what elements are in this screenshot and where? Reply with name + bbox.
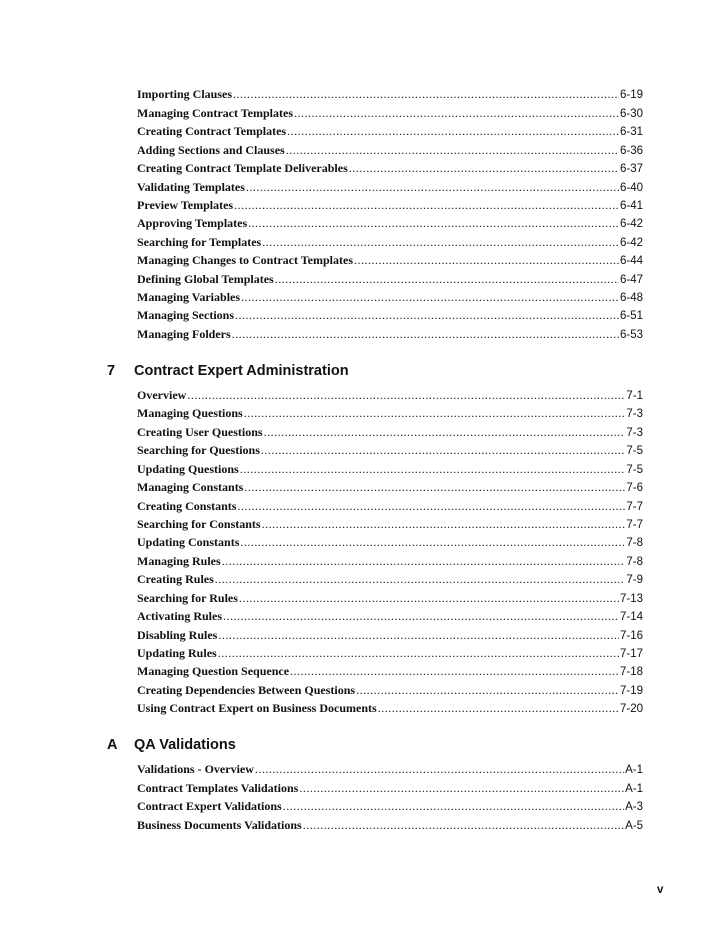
toc-entry[interactable] xyxy=(137,270,643,288)
toc-entry-title: Searching for Templates xyxy=(137,235,262,249)
toc-entry[interactable] xyxy=(137,178,643,196)
chapter-heading[interactable] xyxy=(107,360,647,382)
toc-entry-page: 7-8 xyxy=(626,556,643,568)
toc-entry-title: Managing Constants xyxy=(137,480,244,494)
dot-leader xyxy=(240,533,625,551)
appendix-heading[interactable] xyxy=(107,734,647,756)
toc-entry-page: A-5 xyxy=(625,820,643,832)
toc-entry[interactable] xyxy=(137,288,643,306)
dot-leader xyxy=(234,196,619,214)
toc-entry-page: 6-37 xyxy=(619,163,643,175)
toc-entry-title: Preview Templates xyxy=(137,198,234,212)
toc-entry-page: 7-14 xyxy=(619,611,643,623)
dot-leader xyxy=(240,460,626,478)
toc-entry-title: Searching for Questions xyxy=(137,443,260,457)
toc-entry[interactable] xyxy=(137,306,643,324)
toc-entry[interactable] xyxy=(137,122,643,140)
toc-entry[interactable] xyxy=(137,552,643,570)
toc-entry[interactable] xyxy=(137,681,643,699)
dot-leader xyxy=(248,214,619,232)
toc-entry-page: 7-1 xyxy=(626,390,643,402)
toc-entry[interactable] xyxy=(137,626,643,644)
toc-entry[interactable] xyxy=(137,233,643,251)
dot-leader xyxy=(233,85,619,103)
dot-leader xyxy=(294,104,619,122)
toc-entry[interactable] xyxy=(137,699,643,717)
toc-entry-title: Adding Sections and Clauses xyxy=(137,143,285,157)
toc-entry[interactable] xyxy=(137,497,643,515)
dot-leader xyxy=(239,589,619,607)
toc-entry-page: 7-17 xyxy=(619,648,643,660)
toc-entry-page: A-3 xyxy=(625,801,643,813)
toc-entry-title: Validations - Overview xyxy=(137,762,254,776)
dot-leader xyxy=(283,797,624,815)
dot-leader xyxy=(244,404,626,422)
toc-entry[interactable] xyxy=(137,570,643,588)
toc-entry[interactable] xyxy=(137,460,643,478)
appendix-title: QA Validations xyxy=(134,737,236,753)
toc-entry-title: Contract Expert Validations xyxy=(137,799,282,813)
toc-entry-title: Searching for Constants xyxy=(137,517,261,531)
toc-entry-title: Searching for Rules xyxy=(137,591,238,605)
dot-leader xyxy=(303,816,624,834)
toc-entry[interactable] xyxy=(137,85,643,103)
toc-entry-page: 7-19 xyxy=(619,685,643,697)
toc-entry-page: 6-42 xyxy=(619,218,643,230)
dot-leader xyxy=(222,552,626,570)
toc-entry-title: Managing Changes to Contract Templates xyxy=(137,253,354,267)
toc-entry[interactable] xyxy=(137,607,643,625)
toc-entry[interactable] xyxy=(137,478,643,496)
toc-entry-title: Disabling Rules xyxy=(137,628,218,642)
toc-entry-page: 7-8 xyxy=(626,537,643,549)
toc-entry[interactable] xyxy=(137,214,643,232)
toc-entry-title: Managing Question Sequence xyxy=(137,664,290,678)
toc-entry[interactable] xyxy=(137,196,643,214)
toc-entry-title: Updating Rules xyxy=(137,646,217,660)
toc-entry-page: 6-53 xyxy=(619,329,643,341)
dot-leader xyxy=(215,570,626,588)
toc-entry-page: 6-47 xyxy=(619,274,643,286)
toc-entry-title: Importing Clauses xyxy=(137,87,233,101)
chapter-title: Contract Expert Administration xyxy=(134,363,349,379)
toc-entry-page: 7-7 xyxy=(626,501,643,513)
toc-entry[interactable] xyxy=(137,662,643,680)
toc-entry-title: Creating Contract Template Deliverables xyxy=(137,161,348,175)
toc-entry[interactable] xyxy=(137,760,643,778)
toc-entry-page: 6-31 xyxy=(619,126,643,138)
dot-leader xyxy=(255,760,624,778)
toc-entry-page: 7-20 xyxy=(619,703,643,715)
toc-entry-page: 6-42 xyxy=(619,237,643,249)
toc-entry-title: Approving Templates xyxy=(137,216,248,230)
toc-entry-page: 7-9 xyxy=(626,574,643,586)
dot-leader xyxy=(218,626,619,644)
toc-entry[interactable] xyxy=(137,779,643,797)
toc-entry[interactable] xyxy=(137,104,643,122)
toc-entry-title: Defining Global Templates xyxy=(137,272,274,286)
toc-entry-title: Updating Questions xyxy=(137,462,239,476)
toc-entry-title: Creating Constants xyxy=(137,499,237,513)
toc-entry-title: Creating Dependencies Between Questions xyxy=(137,683,356,697)
toc-entry[interactable] xyxy=(137,797,643,815)
toc-entry-title: Managing Contract Templates xyxy=(137,106,293,120)
toc-entry-page: 6-36 xyxy=(619,145,643,157)
toc-entry-page: A-1 xyxy=(625,783,643,795)
toc-entry-page: 6-41 xyxy=(619,200,643,212)
toc-entry-title: Validating Templates xyxy=(137,180,245,194)
toc-entry-page: 7-13 xyxy=(619,593,643,605)
toc-entry-page: 6-44 xyxy=(619,255,643,267)
toc-entry-page: 7-5 xyxy=(626,445,643,457)
toc-entry-title: Activating Rules xyxy=(137,609,222,623)
toc-entry-page: 6-30 xyxy=(619,108,643,120)
dot-leader xyxy=(232,325,619,343)
toc-entry-title: Managing Folders xyxy=(137,327,231,341)
toc-entry-title: Updating Constants xyxy=(137,535,240,549)
toc-entry-page: 6-40 xyxy=(619,182,643,194)
toc-entry[interactable] xyxy=(137,404,643,422)
toc-entry[interactable] xyxy=(137,325,643,343)
toc-entry[interactable] xyxy=(137,386,643,404)
dot-leader xyxy=(187,386,625,404)
toc-entry-title: Managing Variables xyxy=(137,290,241,304)
toc-entry-title: Managing Questions xyxy=(137,406,243,420)
toc-entry[interactable] xyxy=(137,441,643,459)
dot-leader xyxy=(349,159,619,177)
toc-entry-title: Contract Templates Validations xyxy=(137,781,299,795)
toc-entry-title: Creating Rules xyxy=(137,572,214,586)
toc-entry[interactable] xyxy=(137,816,643,834)
dot-leader xyxy=(218,644,619,662)
toc-entry-page: 7-7 xyxy=(626,519,643,531)
toc-entry-page: 6-48 xyxy=(619,292,643,304)
toc-entry[interactable] xyxy=(137,515,643,533)
dot-leader xyxy=(241,288,619,306)
toc-entry-title: Creating User Questions xyxy=(137,425,263,439)
toc-entry-page: 6-19 xyxy=(619,89,643,101)
toc-entry-page: 6-51 xyxy=(619,310,643,322)
toc-entry-page: 7-18 xyxy=(619,666,643,678)
dot-leader xyxy=(237,497,625,515)
toc-entry[interactable] xyxy=(137,159,643,177)
toc-entry-title: Overview xyxy=(137,388,187,402)
dot-leader xyxy=(262,233,619,251)
toc-entry[interactable] xyxy=(137,644,643,662)
toc-entry-title: Managing Sections xyxy=(137,308,235,322)
toc-entry-page: 7-3 xyxy=(626,427,643,439)
dot-leader xyxy=(354,251,619,269)
toc-entry[interactable] xyxy=(137,533,643,551)
page-number: v xyxy=(657,884,664,896)
dot-leader xyxy=(286,141,619,159)
dot-leader xyxy=(223,607,619,625)
dot-leader xyxy=(246,178,619,196)
toc-entry-title: Creating Contract Templates xyxy=(137,124,287,138)
dot-leader xyxy=(356,681,619,699)
dot-leader xyxy=(275,270,619,288)
dot-leader xyxy=(244,478,625,496)
toc-entry-title: Managing Rules xyxy=(137,554,221,568)
toc-entry-title: Using Contract Expert on Business Documents xyxy=(137,701,377,715)
toc-entry[interactable] xyxy=(137,589,643,607)
toc-entry[interactable] xyxy=(137,423,643,441)
toc-entry-page: 7-16 xyxy=(619,630,643,642)
toc-entry[interactable] xyxy=(137,251,643,269)
toc-entry-title: Business Documents Validations xyxy=(137,818,302,832)
dot-leader xyxy=(264,423,626,441)
dot-leader xyxy=(262,515,626,533)
dot-leader xyxy=(378,699,619,717)
dot-leader xyxy=(261,441,625,459)
toc-entry-page: A-1 xyxy=(625,764,643,776)
dot-leader xyxy=(235,306,619,324)
toc-entry-page: 7-6 xyxy=(626,482,643,494)
dot-leader xyxy=(290,662,619,680)
appendix-letter: A xyxy=(107,737,118,753)
toc-entry-page: 7-3 xyxy=(626,408,643,420)
toc-entry-page: 7-5 xyxy=(626,464,643,476)
toc-entry[interactable] xyxy=(137,141,643,159)
dot-leader xyxy=(299,779,624,797)
dot-leader xyxy=(287,122,619,140)
chapter-number: 7 xyxy=(107,363,116,379)
